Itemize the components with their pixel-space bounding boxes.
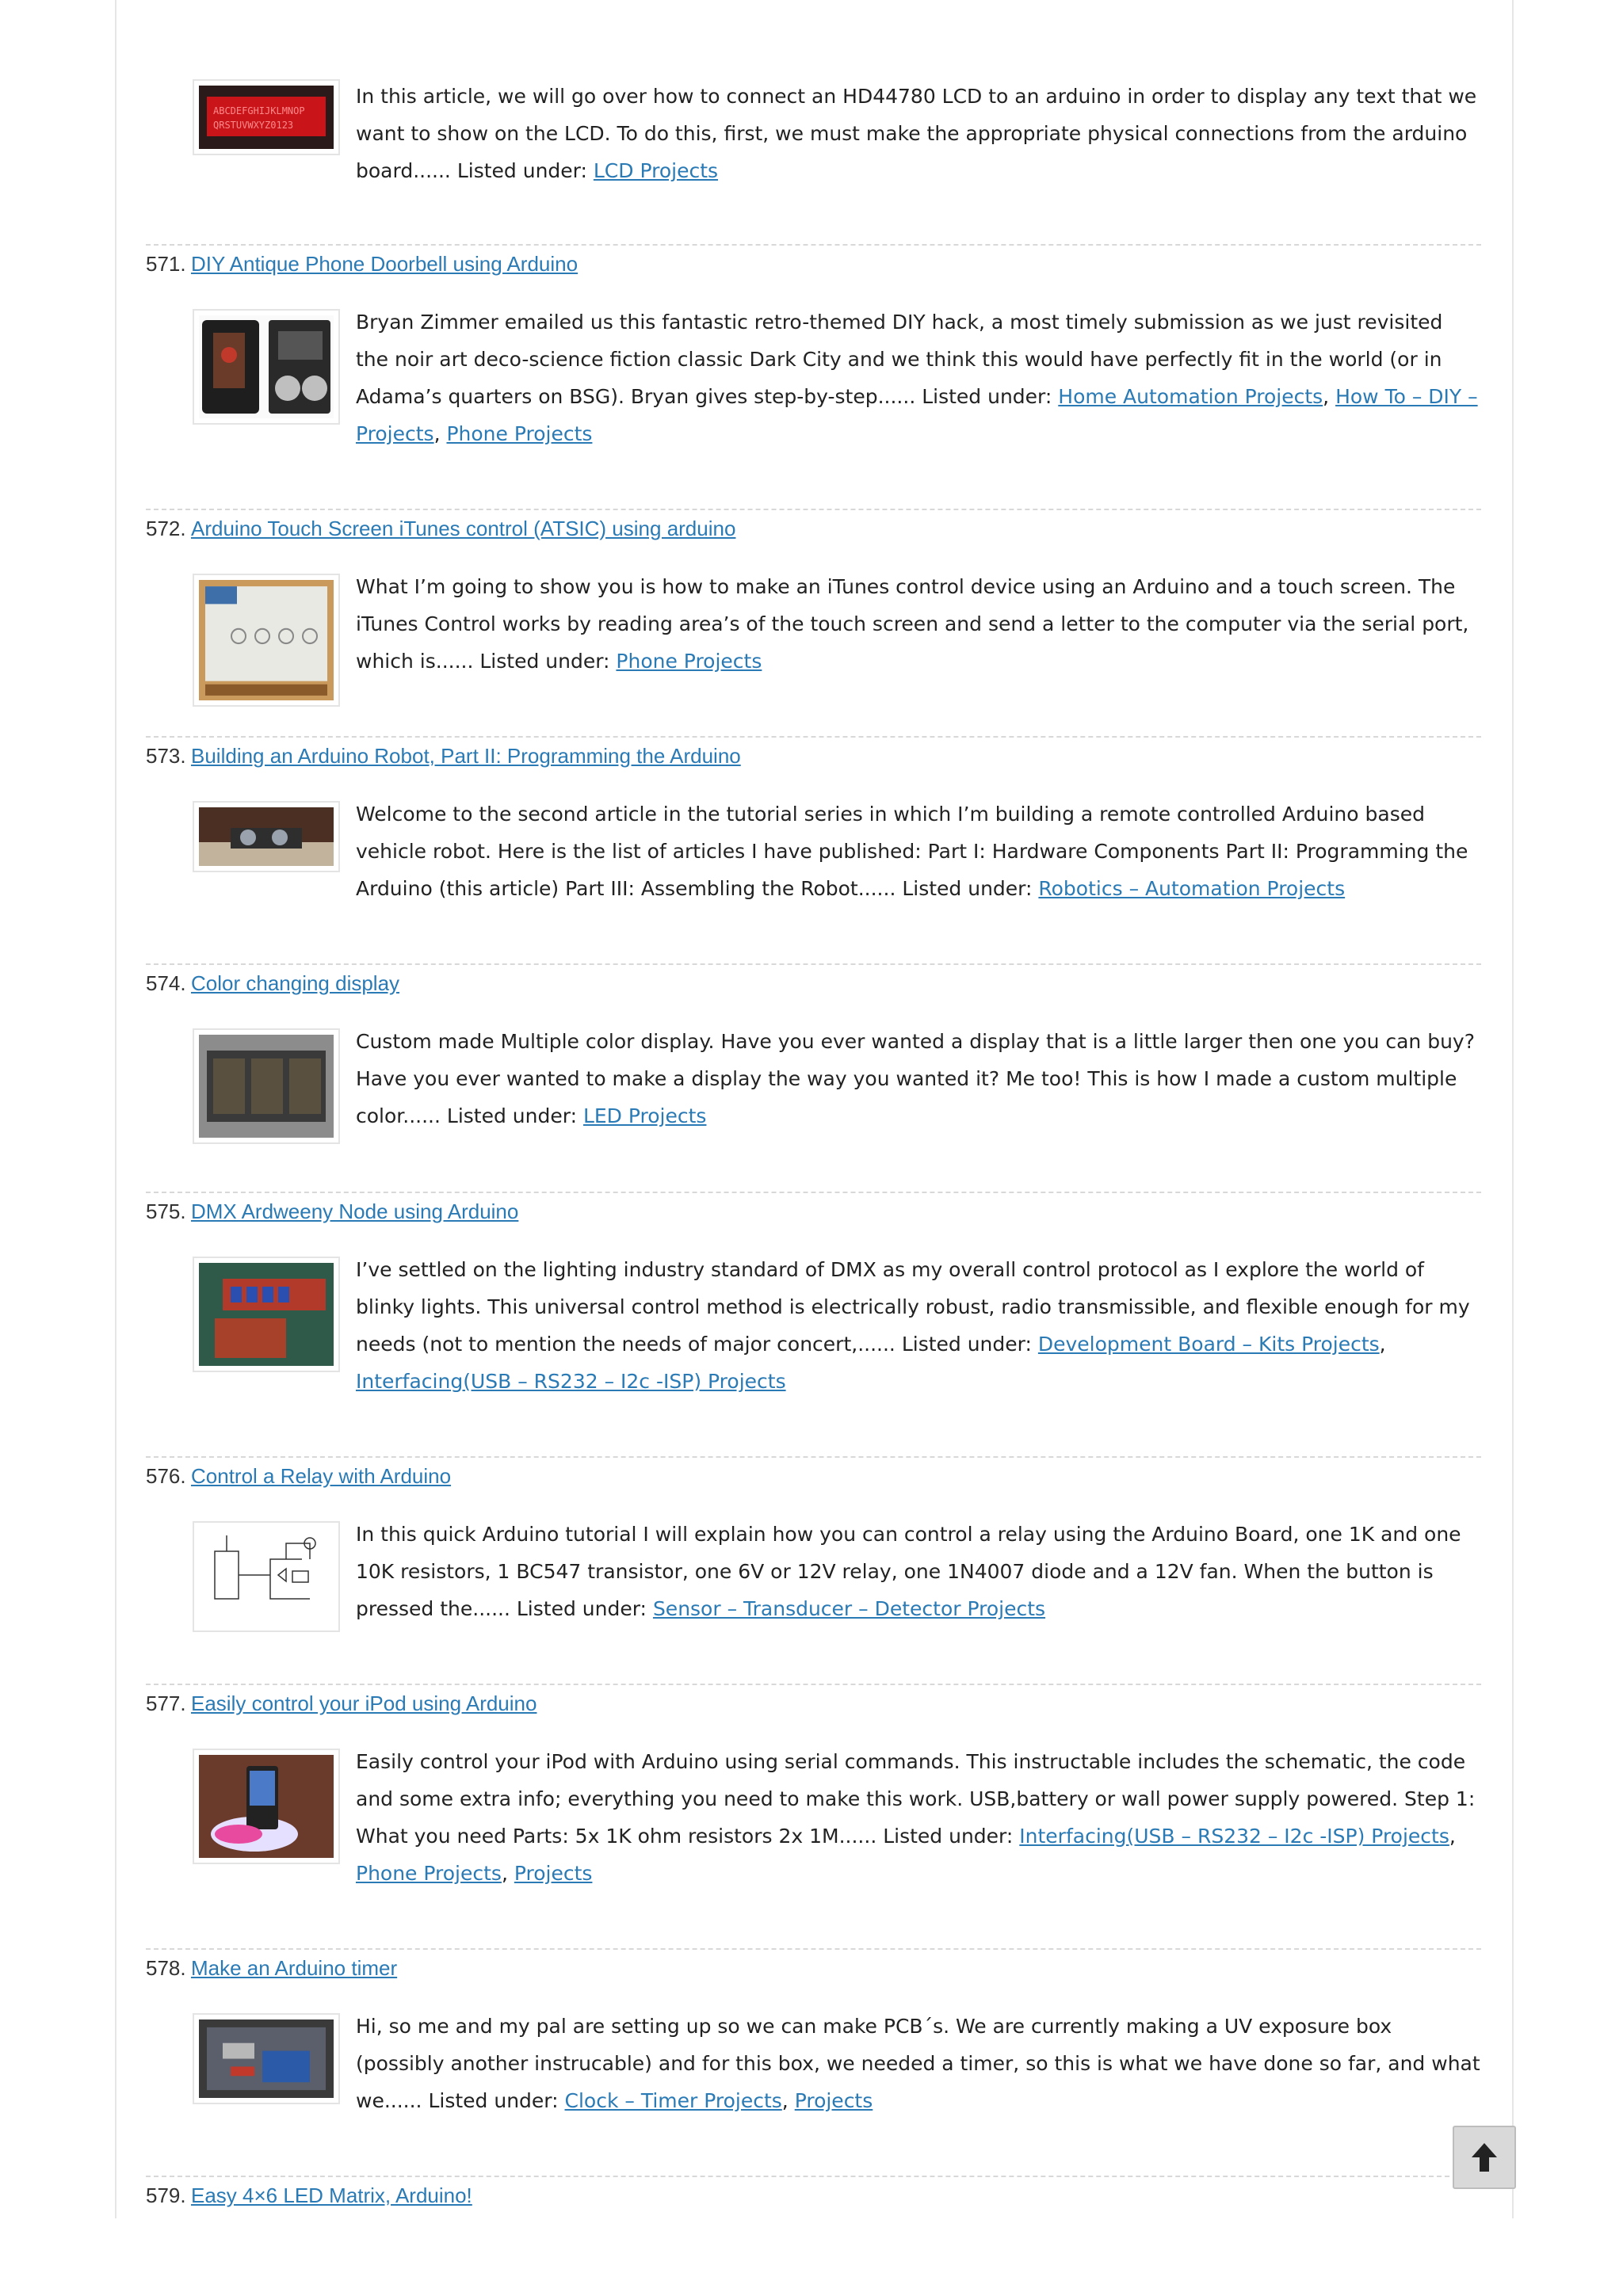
lcd-line-2: QRSTUVWXYZ0123: [213, 120, 294, 131]
timer-icon: [199, 2019, 334, 2098]
entry-title-link[interactable]: Make an Arduino timer: [191, 1956, 398, 1980]
category-link[interactable]: LCD Projects: [593, 159, 719, 182]
entry-description: [356, 568, 1481, 680]
category-link[interactable]: Home Automation Projects: [1058, 385, 1323, 408]
thumbnail[interactable]: [193, 574, 340, 707]
doorbell-icon: [199, 315, 334, 418]
entry-description: Bryan Zimmer emailed us this fantastic retro-themed DIY hack, a most timely submission as we just revisited the noir art deco-science fiction classic Dark City and we think this would have perfectly fit in the world (or in Adama’s quarters on BSG). Bryan gives step-by-step...... Listed under: Home Automation Projects, How To – DIY – Projects, Phone Projects: [356, 311, 1478, 445]
entry-number: 572.: [146, 517, 186, 540]
entry-header: [146, 1192, 1481, 1233]
category-link[interactable]: LED Projects: [582, 1104, 707, 1127]
entry-description: [356, 795, 1481, 907]
thumbnail[interactable]: [193, 2013, 340, 2104]
description-text: I’ve settled on the lighting industry standard of DMX as my overall control protocol as I explore the world of blinky lights. This universal control method is electrically robust, radio transmissible, and flexible enough for my needs (not to mention the needs of major concert,...... Listed under:: [356, 1258, 1470, 1356]
thumbnail[interactable]: [193, 1257, 340, 1372]
category-link[interactable]: Sensor – Transducer – Detector Projects: [652, 1597, 1046, 1620]
thumbnail[interactable]: [193, 1028, 340, 1144]
description-text: Easily control your iPod with Arduino using serial commands. This instructable includes the schematic, the code and some extra info; everything you need to make this work. USB,battery or wall power supply powered. Step 1: What you need Parts: 5x 1K ohm resistors 2x 1M...... Listed under:: [356, 1750, 1476, 1848]
category-link[interactable]: Robotics – Automation Projects: [1038, 877, 1346, 900]
category-link[interactable]: Interfacing(USB – RS232 – I2c -ISP) Projects: [1019, 1825, 1449, 1848]
description-text: In this article, we will go over how to connect an HD44780 LCD to an arduino in order to display any text that we want to show on the LCD. To do this, first, we must make the appropriate physical connections from the arduino board...... Listed under:: [356, 85, 1477, 182]
category-link[interactable]: Clock – Timer Projects: [564, 2089, 782, 2112]
entry-description: Easily control your iPod with Arduino using serial commands. This instructable includes the schematic, the code and some extra info; everything you need to make this work. USB,battery or wall power supply powered. Step 1: What you need Parts: 5x 1K ohm resistors 2x 1M...... Listed under: Interfacing(USB – RS232 – I2c -ISP) Projects, Phone Projects, Projects: [356, 1750, 1476, 1885]
lcd-icon: [199, 86, 334, 149]
entry-title-link[interactable]: Building an Arduino Robot, Part II: Programming the Arduino: [191, 744, 741, 768]
thumbnail[interactable]: [193, 1749, 340, 1864]
category-link[interactable]: Projects: [514, 1862, 593, 1885]
entry-header: [146, 1456, 1481, 1497]
circuit-board-icon: [199, 1263, 334, 1366]
category-link[interactable]: How To – DIY – Projects: [356, 385, 1478, 445]
entry-number: 578.: [146, 1956, 186, 1980]
description-text: Bryan Zimmer emailed us this fantastic retro-themed DIY hack, a most timely submission as we just revisited the noir art deco-science fiction classic Dark City and we think this would have perfectly fit in the world (or in Adama’s quarters on BSG). Bryan gives step-by-step...... Listed under:: [356, 311, 1443, 408]
entry-header: [146, 244, 1481, 285]
category-link[interactable]: Phone Projects: [446, 422, 593, 445]
thumbnail[interactable]: [193, 79, 340, 155]
entry-description: Hi, so me and my pal are setting up so we can make PCB´s. We are currently making a UV exposure box (possibly another instrucable) and for this box, we needed a timer, so this is what we have done so far, and what we...... Listed under: Clock – Timer Projects, Projects: [356, 2015, 1480, 2112]
entry-header: [146, 736, 1481, 777]
schematic-icon: [199, 1527, 334, 1626]
entry-number: 577.: [146, 1691, 186, 1715]
thumbnail[interactable]: [193, 801, 340, 872]
category-link[interactable]: Projects: [794, 2089, 873, 2112]
category-link[interactable]: Phone Projects: [356, 1862, 502, 1885]
content-column: [115, 0, 1514, 2218]
description-text: What I’m going to show you is how to make an iTunes control device using an Arduino and a touch screen. The iTunes Control works by reading area’s of the touch screen and send a letter to the computer via the serial port, which is...... Listed under:: [356, 575, 1469, 673]
description-text: Hi, so me and my pal are setting up so we can make PCB´s. We are currently making a UV exposure box (possibly another instrucable) and for this box, we needed a timer, so this is what we have done so far, and what we...... Listed under:: [356, 2015, 1480, 2112]
category-link[interactable]: Development Board – Kits Projects: [1037, 1333, 1380, 1356]
entry-title-link[interactable]: Control a Relay with Arduino: [191, 1464, 452, 1488]
entry-title-link[interactable]: DMX Ardweeny Node using Arduino: [191, 1199, 519, 1223]
entry-description: [356, 1023, 1481, 1135]
entry-number: 573.: [146, 744, 186, 768]
scroll-to-top-button[interactable]: [1453, 2126, 1516, 2189]
entry-header: [146, 1684, 1481, 1725]
entry-number: 571.: [146, 252, 186, 276]
thumbnail[interactable]: [193, 309, 340, 425]
lcd-line-1: ABCDEFGHIJKLMNOP: [213, 105, 305, 116]
description-text: Custom made Multiple color display. Have you ever wanted a display that is a little larger then one you can buy? Have you ever wanted to make a display the way you wanted it? Me too! This is how I made a custom multiple color...... Listed under:: [356, 1030, 1475, 1127]
entry-header: [146, 1948, 1481, 1989]
entry-title-link[interactable]: Color changing display: [191, 971, 400, 995]
arrow-up-icon: [1470, 2142, 1499, 2173]
entry-number: 575.: [146, 1199, 186, 1223]
entry-header: [146, 2176, 1481, 2217]
description-text: Welcome to the second article in the tutorial series in which I’m building a remote controlled Arduino based vehicle robot. Here is the list of articles I have published: Part I: Hardware Components Part II: Programming the Arduino (this article) Part III: Assembling the Robot...... Listed under:: [356, 803, 1468, 900]
entry-description: [356, 78, 1481, 189]
entry-number: 576.: [146, 1464, 186, 1488]
ipod-icon: [199, 1755, 334, 1858]
category-link[interactable]: Phone Projects: [616, 650, 762, 673]
entry-description: I’ve settled on the lighting industry standard of DMX as my overall control protocol as I explore the world of blinky lights. This universal control method is electrically robust, radio transmissible, and flexible enough for my needs (not to mention the needs of major concert,...... Listed under: Development Board – Kits Projects, Interfacing(USB – RS232 – I2c -ISP) Projects: [356, 1258, 1470, 1393]
entry-header: [146, 963, 1481, 1005]
description-text: In this quick Arduino tutorial I will explain how you can control a relay using the Arduino Board, one 1K and one 10K resistors, 1 BC547 transistor, one 6V or 12V relay, one 1N4007 diode and a 12V fan. When the button is pressed the...... Listed under:: [356, 1523, 1461, 1620]
thumbnail[interactable]: [193, 1521, 340, 1632]
entry-title-link[interactable]: Arduino Touch Screen iTunes control (ATSIC) using arduino: [191, 517, 736, 540]
entry-description: [356, 1516, 1481, 1627]
robot-icon: [199, 807, 334, 866]
category-link[interactable]: Interfacing(USB – RS232 – I2c -ISP) Projects: [356, 1370, 786, 1393]
entry-title-link[interactable]: DIY Antique Phone Doorbell using Arduino: [191, 252, 579, 276]
entry-header: [146, 509, 1481, 550]
led-display-icon: [199, 1035, 334, 1138]
entry-number: 574.: [146, 971, 186, 995]
entry-title-link[interactable]: Easy 4×6 LED Matrix, Arduino!: [191, 2183, 472, 2207]
entry-number: 579.: [146, 2183, 186, 2207]
entry-title-link[interactable]: Easily control your iPod using Arduino: [191, 1691, 537, 1715]
touchscreen-icon: [199, 580, 334, 700]
